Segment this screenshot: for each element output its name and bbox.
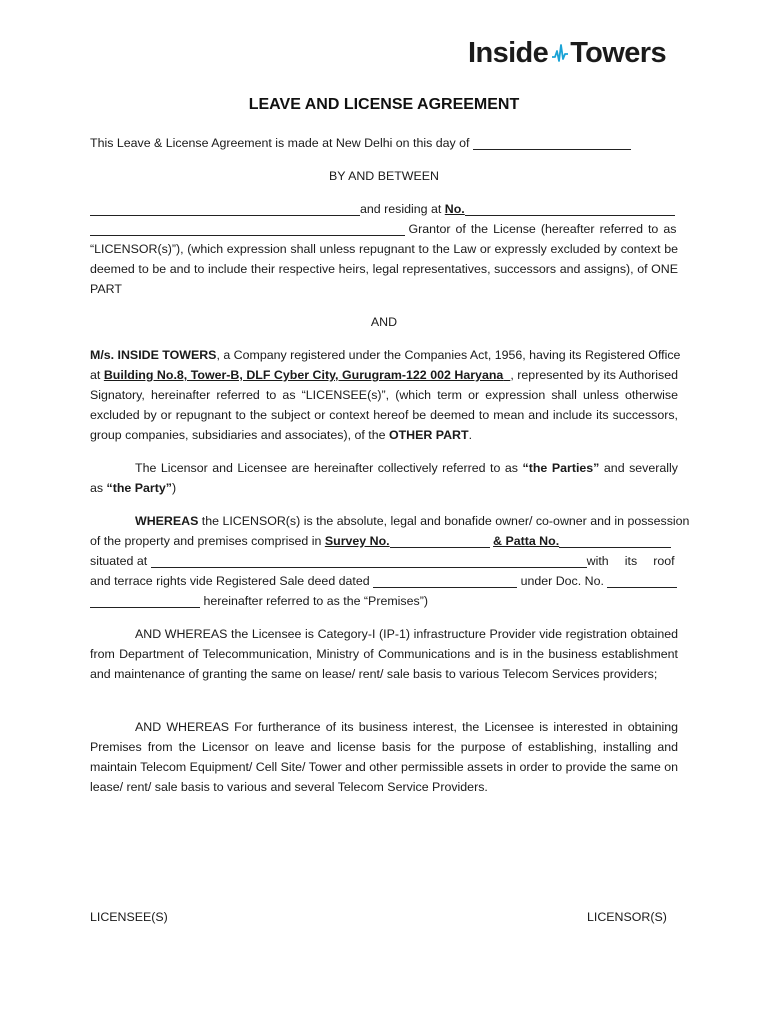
premises-text: of the property and premises comprised in — [90, 534, 322, 548]
residing-text: and residing at — [360, 202, 442, 216]
licensor-name-blank[interactable] — [90, 201, 360, 216]
other-part: OTHER PART — [388, 428, 469, 442]
parties-line1 — [90, 458, 678, 478]
licensee-signature-label: LICENSEE(S) — [90, 910, 168, 924]
whereas1-line3 — [90, 551, 678, 571]
situated-text: situated at — [90, 554, 148, 568]
parties-line2 — [90, 478, 176, 498]
party1-line5: PART — [90, 282, 122, 296]
party2-line5 — [90, 425, 472, 445]
party2-line5-text: group companies, subsidiaries and associates), of the — [90, 428, 386, 442]
sale-deed-text: and terrace rights vide Registered Sale deed dated — [90, 574, 370, 588]
closing-paren: ) — [171, 481, 177, 495]
intro-line — [90, 133, 631, 153]
doc-no-text: under Doc. No. — [520, 574, 604, 588]
whereas-label: WHEREAS — [135, 514, 199, 528]
document-title: LEAVE AND LICENSE AGREEMENT — [248, 96, 520, 113]
party2-line3: Signatory, hereinafter referred to as “LICENSEE(s)”, (which term or expression shall unless otherwise — [90, 388, 678, 402]
party2-line2-rest: , represented by its Authorised — [510, 368, 678, 382]
licensor-address-blank[interactable] — [465, 201, 675, 216]
the-parties: “the Parties” — [522, 461, 600, 475]
and-separator: AND — [370, 315, 398, 329]
party2-line4: excluded by or repugnant to the subject or context hereof be deemed to mean and include its successors, — [90, 408, 678, 422]
party2-line1-rest: , a Company registered under the Companies Act, 1956, having its Registered Office — [216, 348, 681, 362]
whereas2-paragraph: AND WHEREAS the Licensee is Category-I (IP-1) infrastructure Provider vide registration obtained from Department of Telecommunication, Ministry of Communications and is in the business establishment and maintenance of granting the same on lease/ rent/ sale basis to various Telecom Services providers; — [90, 627, 678, 681]
situated-blank[interactable] — [151, 553, 587, 568]
whereas1-line2 — [90, 531, 671, 551]
licensor-signature-label: LICENSOR(S) — [587, 910, 667, 924]
whereas1-line1 — [90, 511, 690, 531]
patta-no-blank[interactable] — [559, 533, 671, 548]
as-text: as — [90, 481, 104, 495]
whereas1-text: the LICENSOR(s) is the absolute, legal and bonafide owner/ co-owner and in possession — [201, 514, 690, 528]
logo-text-inside: Inside — [468, 37, 549, 69]
premises-ref-text: hereinafter referred to as the “Premises”) — [203, 594, 428, 608]
party1-line3: “LICENSOR(s)”), (which expression shall unless repugnant to the Law or expressly excluded by context be — [90, 242, 678, 256]
doc-no-blank[interactable] — [607, 573, 677, 588]
party1-line4: deemed to be and to include their respective heirs, legal representatives, successors and assigns), of ONE — [90, 262, 678, 276]
party2-line1 — [90, 345, 681, 365]
registered-address: Building No.8, Tower-B, DLF Cyber City, Gurugram-122 002 Haryana — [103, 368, 504, 382]
whereas1-line4 — [90, 571, 677, 591]
signal-wave-icon — [552, 42, 568, 64]
patta-no-label: & Patta No. — [493, 534, 560, 548]
survey-no-blank[interactable] — [390, 533, 490, 548]
severally-text: and severally — [603, 461, 678, 475]
roof-text: with its roof — [586, 554, 675, 568]
party2-line2 — [90, 365, 678, 385]
party1-line1 — [90, 199, 675, 219]
whereas1-line5 — [90, 591, 428, 611]
logo-text-towers: Towers — [570, 37, 666, 69]
survey-no-label: Survey No. — [324, 534, 390, 548]
party1-line2 — [90, 219, 676, 239]
whereas3-paragraph: AND WHEREAS For furtherance of its business interest, the Licensee is interested in obtaining Premises from the Licensor on leave and license basis for the purpose of establishing, installing and maintain Telecom Equipment/ Cell Site/ Tower and other permissible assets in order to provide the same on lease/ rent/ sale basis to various and several Telecom Service Providers. — [90, 720, 678, 794]
by-and-between: BY AND BETWEEN — [329, 169, 439, 183]
grantor-text: Grantor of the License (hereafter referred to as — [408, 222, 677, 236]
at-text: at — [90, 368, 101, 382]
parties-text: The Licensor and Licensee are hereinafter collectively referred to as — [135, 461, 519, 475]
company-name: M/s. INSIDE TOWERS — [90, 348, 217, 362]
period: . — [468, 428, 473, 442]
doc-no-blank-2[interactable] — [90, 593, 200, 608]
licensor-address-blank-2[interactable] — [90, 221, 405, 236]
sale-deed-date-blank[interactable] — [373, 573, 517, 588]
date-blank[interactable] — [473, 135, 631, 150]
inside-towers-logo — [468, 36, 666, 70]
the-party: “the Party” — [106, 481, 172, 495]
address-no-label: No. — [444, 202, 465, 216]
intro-text: This Leave & License Agreement is made at New Delhi on this day of — [90, 136, 470, 150]
